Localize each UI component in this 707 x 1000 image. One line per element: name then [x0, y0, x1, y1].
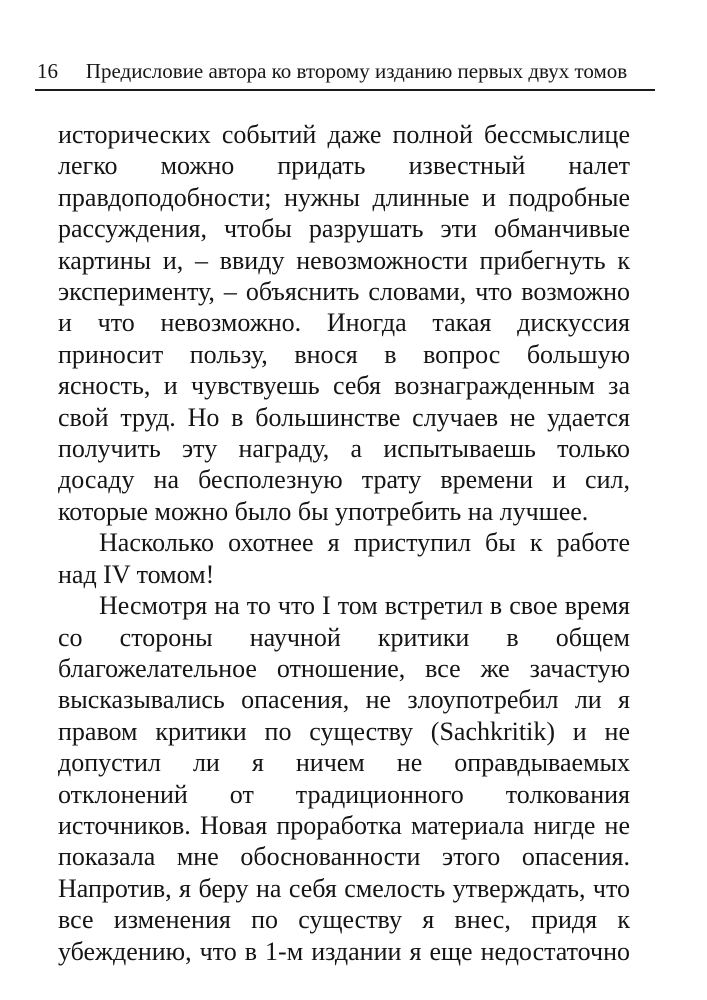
running-title: Предисловие автора ко второму изданию первых двух томов	[85, 59, 628, 83]
text-line: благожелательное отношение, все же зачастую	[58, 653, 630, 683]
text-line: со стороны научной критики в общем	[58, 622, 630, 652]
running-header	[35, 59, 655, 99]
text-line: высказывались опасения, не злоупотребил ли я	[58, 685, 630, 715]
text-line: правом критики по существу (Sachkritik) и не	[58, 716, 630, 746]
page-number: 16	[37, 59, 58, 83]
text-line: правдоподобности; нужны длинные и подробные	[58, 182, 630, 212]
text-line: Напротив, я беру на себя смелость утверждать, что	[58, 873, 630, 903]
text-line: которые можно было бы употребить на лучшее.	[58, 496, 589, 526]
text-line: показала мне обоснованности этого опасения.	[58, 842, 630, 872]
text-line: рассуждения, чтобы разрушать эти обманчивые	[58, 214, 630, 244]
text-line: картины и, – ввиду невозможности прибегнуть к	[58, 245, 630, 275]
header-rule	[35, 89, 655, 91]
text-line: Несмотря на то что I том встретил в свое время	[99, 591, 630, 621]
text-line: отклонений от традиционного толкования	[58, 779, 630, 809]
text-line: эксперименту, – объяснить словами, что возможно	[58, 277, 630, 307]
page-body	[58, 119, 630, 967]
text-line: ясность, и чувствуешь себя вознагражденным за	[58, 371, 630, 401]
text-line: источников. Новая проработка материала нигде не	[58, 810, 630, 840]
text-line: легко можно придать известный налет	[58, 151, 630, 181]
running-header-row	[35, 59, 655, 83]
text-line: и что невозможно. Иногда такая дискуссия	[58, 308, 630, 338]
text-line: приносит пользу, внося в вопрос большую	[58, 339, 630, 369]
text-line: досаду на бесполезную трату времени и сил,	[58, 465, 630, 495]
text-line: убеждению, что в 1-м издании я еще недостаточно	[58, 936, 630, 966]
text-line: над IV томом!	[58, 559, 215, 589]
text-line: Насколько охотнее я приступил бы к работе	[99, 528, 630, 558]
text-line: все изменения по существу я внес, придя к	[58, 905, 630, 935]
text-line: исторических событий даже полной бессмыслице	[58, 120, 630, 149]
text-line: допустил ли я ничем не оправдываемых	[58, 748, 630, 778]
text-line: свой труд. Но в большинстве случаев не удается	[58, 402, 630, 432]
text-line: получить эту награду, а испытываешь только	[58, 434, 630, 464]
